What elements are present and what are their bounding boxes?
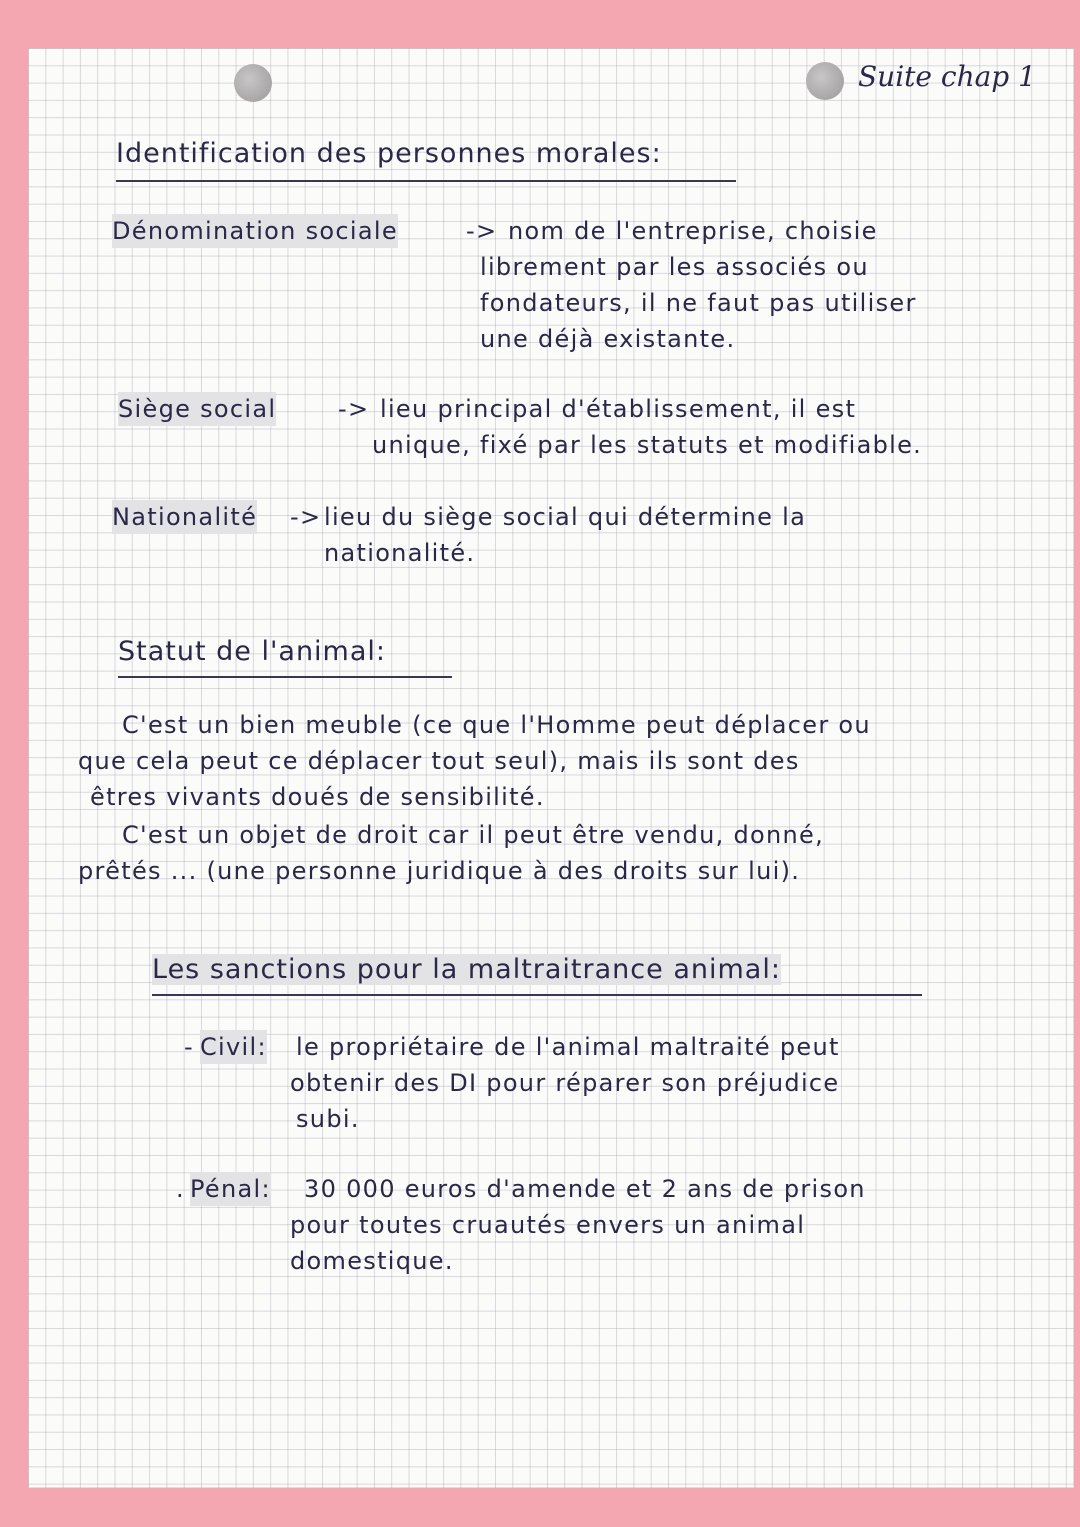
- paragraph-line: prêtés ... (une personne juridique à des droits sur lui).: [78, 857, 801, 885]
- punch-hole-right: [806, 62, 844, 100]
- definition-line: une déjà existante.: [480, 325, 736, 353]
- arrow: ->: [466, 217, 498, 245]
- paragraph-line: que cela peut ce déplacer tout seul), mais ils sont des: [78, 747, 800, 775]
- paragraph-line: C'est un bien meuble (ce que l'Homme peut déplacer ou: [122, 711, 871, 739]
- punch-hole-left: [234, 64, 272, 102]
- bullet: .: [176, 1175, 185, 1203]
- chapter-note: Suite chap 1: [858, 60, 1036, 93]
- definition-line: nom de l'entreprise, choisie: [508, 217, 878, 245]
- term-siege-social: Siège social: [118, 392, 276, 426]
- definition-line: nationalité.: [324, 539, 476, 567]
- section-title-statut-animal: Statut de l'animal:: [118, 636, 386, 667]
- term-penal: Pénal:: [190, 1172, 271, 1206]
- definition-line: obtenir des DI pour réparer son préjudice: [290, 1069, 840, 1097]
- section-title-sanctions: Les sanctions pour la maltraitrance animal:: [152, 954, 781, 985]
- section-title-underline: [116, 180, 736, 182]
- definition-line: lieu principal d'établissement, il est: [380, 395, 857, 423]
- term-civil: Civil:: [200, 1030, 267, 1064]
- definition-line: subi.: [296, 1105, 360, 1133]
- section-title-underline: [118, 676, 452, 678]
- section-title-underline: [152, 994, 922, 996]
- definition-line: 30 000 euros d'amende et 2 ans de prison: [304, 1175, 866, 1203]
- arrow: ->: [290, 503, 322, 531]
- section-title-personnes-morales: Identification des personnes morales:: [116, 138, 662, 169]
- bullet: -: [184, 1033, 194, 1061]
- definition-line: pour toutes cruautés envers un animal: [290, 1211, 806, 1239]
- arrow: ->: [338, 395, 370, 423]
- definition-line: librement par les associés ou: [480, 253, 869, 281]
- paragraph-line: êtres vivants doués de sensibilité.: [90, 783, 545, 811]
- definition-line: lieu du siège social qui détermine la: [324, 503, 807, 531]
- definition-line: domestique.: [290, 1247, 454, 1275]
- term-nationalite: Nationalité: [112, 500, 257, 534]
- definition-line: fondateurs, il ne faut pas utiliser: [480, 289, 917, 317]
- term-denomination-sociale: Dénomination sociale: [112, 214, 398, 248]
- definition-line: le propriétaire de l'animal maltraité peut: [296, 1033, 840, 1061]
- definition-line: unique, fixé par les statuts et modifiable.: [372, 431, 923, 459]
- paragraph-line: C'est un objet de droit car il peut être vendu, donné,: [122, 821, 825, 849]
